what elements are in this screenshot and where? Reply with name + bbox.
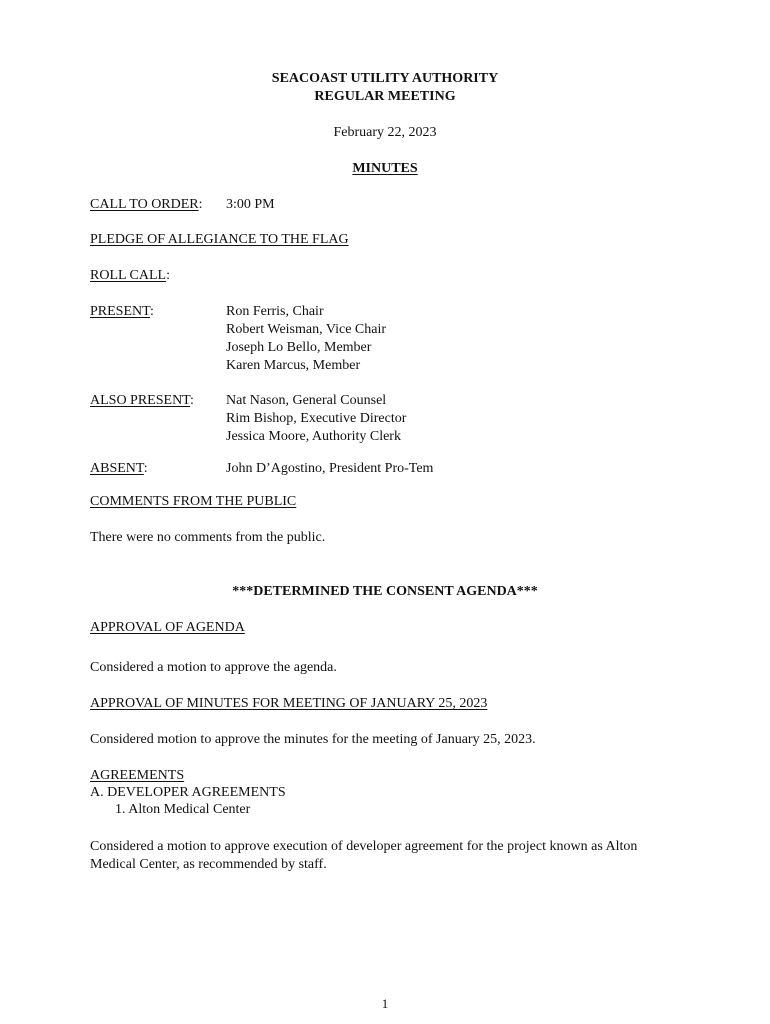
present-label-line xyxy=(90,303,154,321)
also-present-name: Nat Nason, General Counsel xyxy=(226,393,387,408)
meeting-type: REGULAR MEETING xyxy=(314,89,456,104)
call-to-order-time: 3:00 PM xyxy=(226,197,275,212)
absent-name: John D’Agostino, President Pro-Tem xyxy=(226,461,434,476)
agreements-text-line2: Medical Center, as recommended by staff. xyxy=(90,857,327,872)
public-comments-text: There were no comments from the public. xyxy=(90,530,326,545)
approval-minutes-heading: APPROVAL OF MINUTES FOR MEETING OF JANUARY 25, 2023 xyxy=(90,696,488,711)
approval-agenda-heading: APPROVAL OF AGENDA xyxy=(90,620,245,635)
page-number: 1 xyxy=(381,996,389,1011)
also-present-name: Rim Bishop, Executive Director xyxy=(226,411,407,426)
agreement-item: 1. Alton Medical Center xyxy=(115,802,251,817)
consent-agenda-heading: ***DETERMINED THE CONSENT AGENDA*** xyxy=(232,584,538,599)
also-present-label: ALSO PRESENT xyxy=(90,393,191,408)
call-to-order-label: CALL TO ORDER xyxy=(90,197,199,212)
developer-agreements-subheading: A. DEVELOPER AGREEMENTS xyxy=(90,785,286,800)
present-colon: : xyxy=(149,304,154,319)
also-present-colon: : xyxy=(190,393,194,408)
agreements-heading: AGREEMENTS xyxy=(90,768,185,783)
minutes-title: MINUTES xyxy=(352,161,418,176)
pledge-heading: PLEDGE OF ALLEGIANCE TO THE FLAG xyxy=(90,232,349,247)
meeting-date: February 22, 2023 xyxy=(333,125,437,140)
roll-call-colon: : xyxy=(166,268,170,283)
approval-agenda-text: Considered a motion to approve the agenda. xyxy=(90,660,337,675)
document-title xyxy=(0,160,770,178)
call-to-order-colon: : xyxy=(198,197,203,212)
absent-label: ABSENT xyxy=(90,461,144,476)
agreements-text-line1: Considered a motion to approve execution of developer agreement for the project known as Alton xyxy=(90,839,638,854)
public-comments-heading: COMMENTS FROM THE PUBLIC xyxy=(90,494,297,509)
also-present-names xyxy=(226,392,406,446)
present-name: Joseph Lo Bello, Member xyxy=(226,340,372,355)
present-names xyxy=(226,303,386,375)
present-name: Robert Weisman, Vice Chair xyxy=(226,322,387,337)
present-name: Karen Marcus, Member xyxy=(226,358,361,373)
roll-call-label: ROLL CALL xyxy=(90,268,167,283)
present-name: Ron Ferris, Chair xyxy=(226,304,324,319)
call-to-order-line xyxy=(90,196,203,214)
absent-colon: : xyxy=(143,461,148,476)
also-present-label-line xyxy=(90,392,194,410)
absent-label-line xyxy=(90,460,148,478)
approval-minutes-text: Considered motion to approve the minutes for the meeting of January 25, 2023. xyxy=(90,732,536,747)
roll-call-heading xyxy=(90,267,170,285)
also-present-name: Jessica Moore, Authority Clerk xyxy=(226,429,401,444)
present-label: PRESENT xyxy=(90,304,150,319)
organization-name: SEACOAST UTILITY AUTHORITY xyxy=(271,71,499,86)
